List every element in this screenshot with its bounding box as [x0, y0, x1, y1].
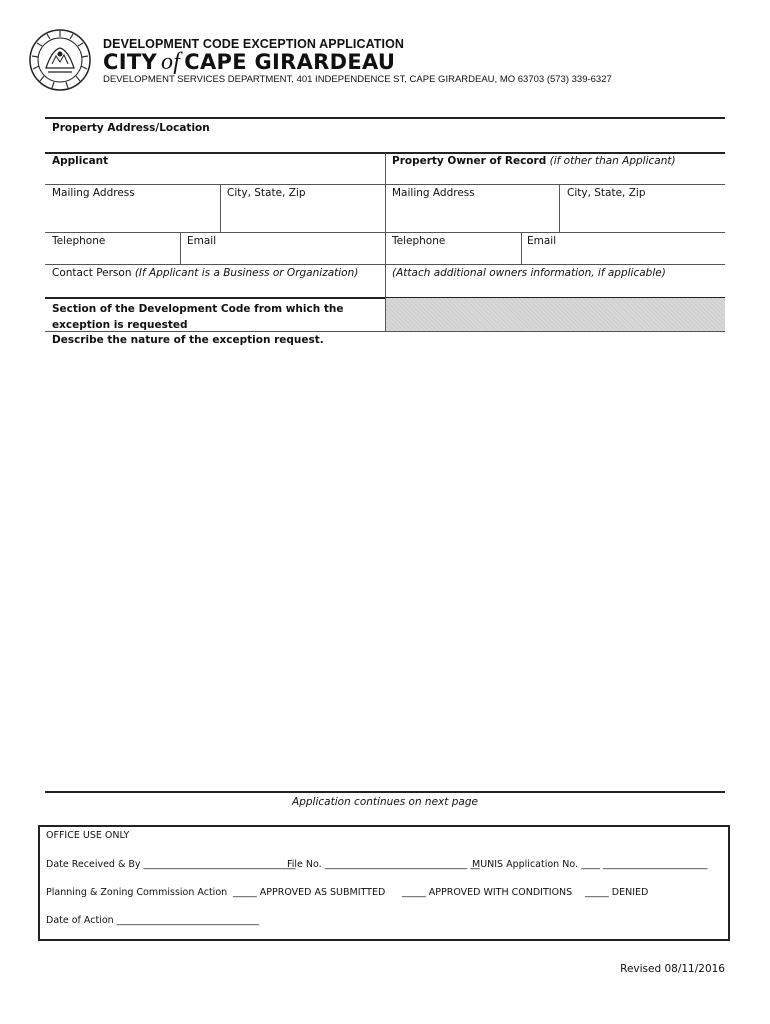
form-top-rule	[45, 117, 725, 119]
owner-mailing-address-field[interactable]: Mailing Address	[392, 187, 475, 199]
applicant-field[interactable]: Applicant	[52, 155, 109, 167]
description-bottom-rule	[45, 791, 725, 793]
owner-note: (if other than Applicant)	[549, 155, 676, 167]
planning-action-label: Planning & Zoning Commission Action	[46, 887, 228, 898]
owner-field[interactable]	[392, 155, 676, 167]
applicant-mailing-address-field[interactable]: Mailing Address	[52, 187, 135, 199]
continues-note: Application continues on next page	[292, 796, 478, 808]
date-of-action-field[interactable]: Date of Action ______________________________	[46, 915, 260, 926]
contact-person-note: (If Applicant is a Business or Organization)	[134, 267, 359, 279]
contact-person-field[interactable]	[52, 267, 358, 279]
date-received-field[interactable]: Date Received & By ________________________________	[46, 859, 296, 870]
owner-label: Property Owner of Record	[392, 155, 547, 167]
owner-telephone-field[interactable]: Telephone	[392, 235, 446, 247]
form-title: DEVELOPMENT CODE EXCEPTION APPLICATION	[103, 37, 405, 51]
city-name: CAPE GIRARDEAU	[184, 50, 396, 74]
office-use-box	[38, 825, 730, 941]
owner-email-field[interactable]: Email	[527, 235, 557, 247]
property-address-field[interactable]: Property Address/Location	[52, 122, 210, 134]
file-no-field[interactable]: File No. ______________________________ __	[287, 859, 480, 870]
revision-date: Revised 08/11/2016	[620, 963, 725, 975]
applicant-telephone-field[interactable]: Telephone	[52, 235, 106, 247]
applicant-city-state-zip-field[interactable]: City, State, Zip	[227, 187, 306, 199]
applicant-email-field[interactable]: Email	[187, 235, 217, 247]
contact-person-label: Contact Person	[52, 267, 132, 279]
office-use-title: OFFICE USE ONLY	[46, 830, 130, 841]
describe-request-field[interactable]: Describe the nature of the exception request.	[52, 334, 324, 346]
divider-applicant-city	[220, 185, 221, 232]
code-section-field[interactable]: Section of the Development Code from which the exception is requested	[52, 303, 344, 331]
city-of: of	[160, 49, 181, 75]
owner-city-state-zip-field[interactable]: City, State, Zip	[567, 187, 646, 199]
approved-with-conditions-option[interactable]: _____ APPROVED WITH CONDITIONS	[402, 887, 573, 898]
munis-application-field[interactable]: MUNIS Application No. ____ ______________________	[472, 859, 708, 870]
divider-owner-email	[521, 233, 522, 264]
divider-owner-city	[559, 185, 560, 232]
approved-as-submitted-option[interactable]: _____ APPROVED AS SUBMITTED	[233, 887, 386, 898]
shaded-cell	[386, 298, 725, 331]
city-seal-logo	[28, 28, 92, 92]
city-name-heading	[103, 49, 395, 76]
city-prefix: CITY	[103, 50, 157, 74]
department-address: DEVELOPMENT SERVICES DEPARTMENT, 401 INDEPENDENCE ST, CAPE GIRARDEAU, MO 63703 (573) 339-6327	[103, 74, 612, 85]
denied-option[interactable]: _____ DENIED	[585, 887, 649, 898]
divider-applicant-email	[180, 233, 181, 264]
attach-owners-note: (Attach additional owners information, if applicable)	[392, 267, 666, 279]
